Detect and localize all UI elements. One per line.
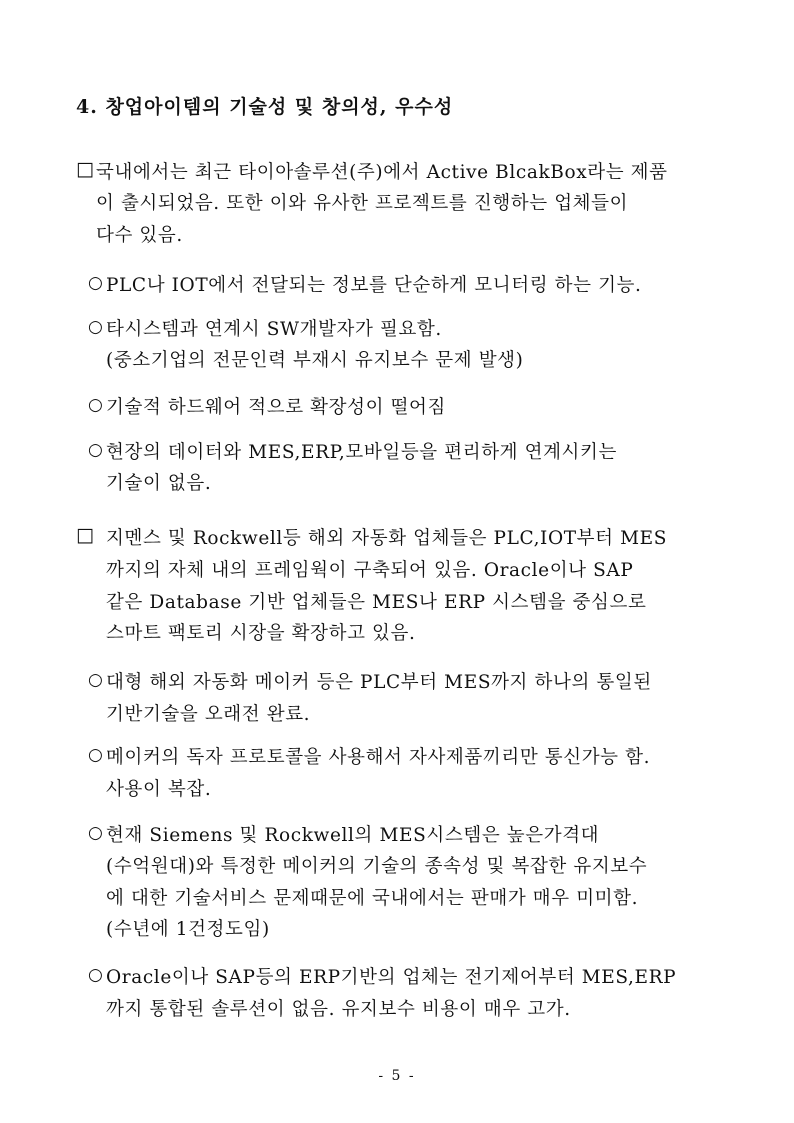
section-2-line-1: 지멘스 및 Rockwell등 해외 자동화 업체들은 PLC,IOT부터 MES (106, 528, 668, 549)
section-1-line-1: 국내에서는 최근 타이아솔루션(주)에서 Active BlcakBox라는 제품 (96, 162, 668, 183)
bullet-circle-icon: ○ (88, 317, 103, 337)
bullet-line: PLC나 IOT에서 전달되는 정보를 단순하게 모니터링 하는 기능. (106, 275, 642, 296)
section-2-line-4: 스마트 팩토리 시장을 확장하고 있음. (106, 623, 416, 644)
bullet-line: 메이커의 독자 프로토콜을 사용해서 자사제품끼리만 통신가능 함. (106, 747, 651, 768)
bullet-circle-icon: ○ (88, 965, 103, 985)
bullet-line: 기술적 하드웨어 적으로 확장성이 떨어짐 (106, 397, 446, 418)
bullet-line: 타시스템과 연계시 SW개발자가 필요함. (106, 319, 442, 340)
section-2-line-2: 까지의 자체 내의 프레임웍이 구축되어 있음. Oracle이나 SAP (106, 560, 634, 581)
bullet-line: 사용이 복잡. (106, 779, 212, 800)
bullet-line: 에 대한 기술서비스 문제때문에 국내에서는 판매가 매우 미미함. (106, 888, 639, 909)
bullet-line: (수년에 1건정도임) (106, 919, 270, 940)
bullet-circle-icon: ○ (88, 745, 103, 765)
section-2-line-3: 같은 Database 기반 업체들은 MES나 ERP 시스템을 중심으로 (106, 592, 647, 613)
page-number: - 5 - (378, 1068, 416, 1084)
bullet-circle-icon: ○ (88, 273, 103, 293)
section-heading: 4. 창업아이템의 기술성 및 창의성, 우수성 (76, 96, 454, 118)
bullet-line: 기반기술을 오래전 완료. (106, 704, 311, 725)
bullet-circle-icon: ○ (88, 670, 103, 690)
bullet-line: 기술이 없음. (106, 473, 212, 494)
bullet-circle-icon: ○ (88, 440, 103, 460)
bullet-line: 대형 해외 자동화 메이커 등은 PLC부터 MES까지 하나의 통일된 (106, 672, 652, 693)
bullet-line: 까지 통합된 솔루션이 없음. 유지보수 비용이 매우 고가. (106, 999, 571, 1020)
checkbox-square-icon: □ (76, 158, 94, 180)
bullet-circle-icon: ○ (88, 395, 103, 415)
bullet-line: (중소기업의 전문인력 부재시 유지보수 문제 발생) (106, 350, 524, 371)
section-1-line-3: 다수 있음. (96, 225, 183, 246)
bullet-line: Oracle이나 SAP등의 ERP기반의 업체는 전기제어부터 MES,ERP (106, 967, 677, 988)
bullet-line: (수억원대)와 특정한 메이커의 기술의 종속성 및 복잡한 유지보수 (106, 856, 648, 877)
bullet-line: 현장의 데이터와 MES,ERP,모바일등을 편리하게 연계시키는 (106, 442, 617, 463)
section-1-line-2: 이 출시되었음. 또한 이와 유사한 프로젝트를 진행하는 업체들이 (96, 193, 629, 214)
bullet-line: 현재 Siemens 및 Rockwell의 MES시스템은 높은가격대 (106, 825, 600, 846)
checkbox-square-icon: □ (76, 524, 94, 546)
bullet-circle-icon: ○ (88, 823, 103, 843)
